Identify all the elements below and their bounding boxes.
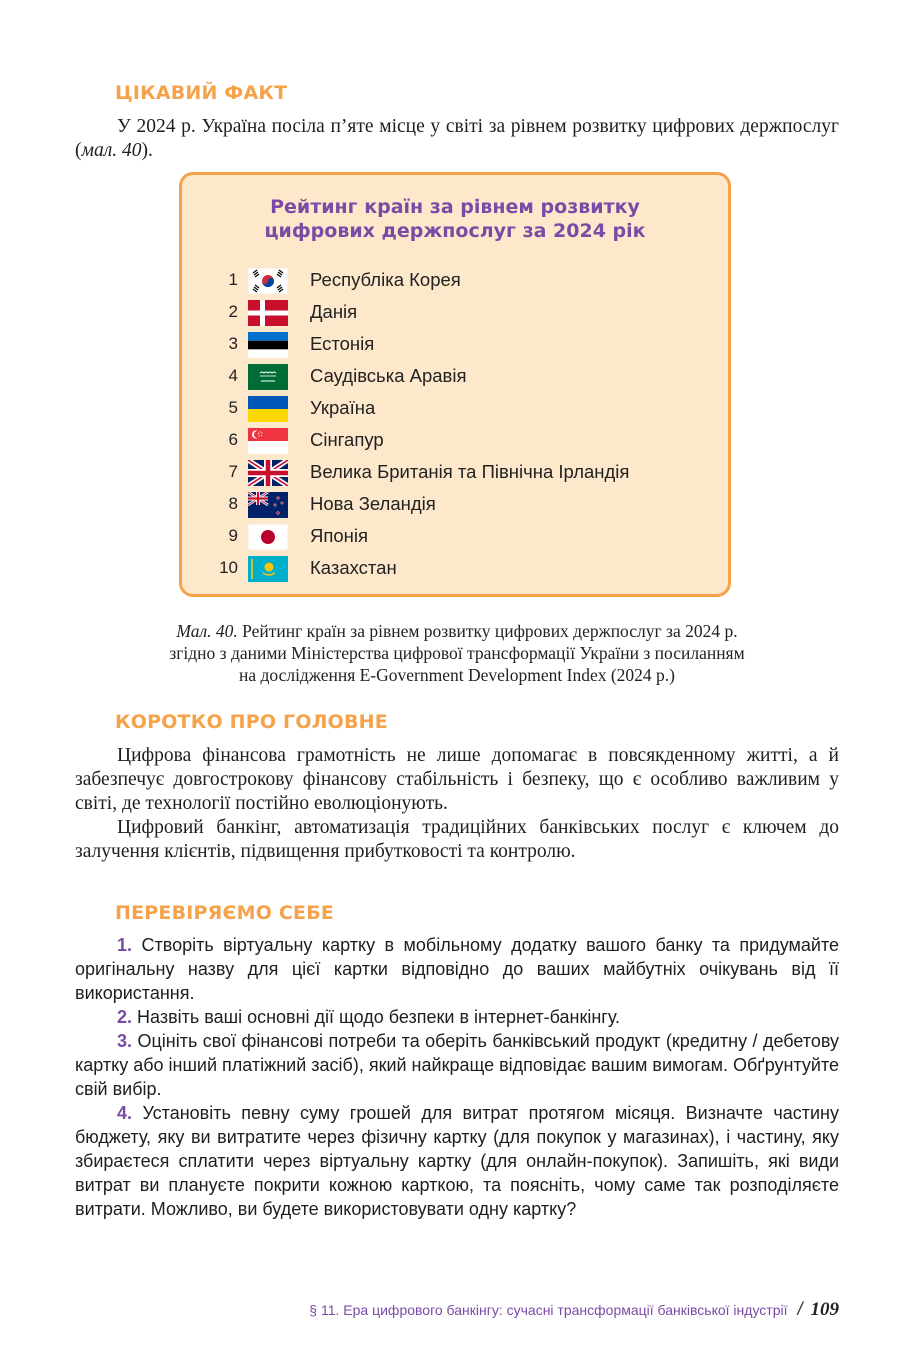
item-number: 3.	[117, 1031, 133, 1051]
country-name: Республіка Корея	[310, 269, 461, 290]
item-text: Створіть віртуальну картку в мобільному додатку вашого банку та придумайте оригінальну назву для цієї картки відповідно до ваших майбутніх очікувань від її використання.	[75, 935, 839, 1003]
rank-number: 8	[228, 494, 238, 513]
ranking-row	[218, 361, 718, 393]
ranking-row	[218, 329, 718, 361]
caption-line2: згідно з даними Міністерства цифрової трансформації України з посиланням	[169, 643, 745, 663]
country-name: Велика Британія та Північна Ірландія	[310, 461, 630, 482]
figure-reference: мал. 40	[81, 140, 142, 161]
fact-heading: ЦІКАВИЙ ФАКТ	[115, 82, 288, 104]
new-zealand-flag-icon	[248, 492, 288, 518]
country-name: Саудівська Аравія	[310, 365, 467, 386]
rank-number: 4	[228, 366, 238, 385]
rank-number: 2	[228, 302, 238, 321]
saudi-arabia-flag-icon	[248, 364, 288, 390]
check-item	[75, 1029, 839, 1101]
rank-number: 6	[228, 430, 238, 449]
item-text: Установіть певну суму грошей для витрат протягом місяця. Визначте частину бюджету, яку ви витратите через фізичну картку (для покупок у магазинах), і частину, яку збираєтеся сплатити через віртуальну картку (для онлайн-покупок). Запишіть, які види витрат ви плануєте покрити кожною карткою, та поясніть, чому саме так розподіляєте витрати. Можливо, ви будете використовувати одну картку?	[75, 1103, 839, 1219]
country-name: Казахстан	[310, 557, 397, 578]
ranking-title	[182, 195, 728, 243]
ranking-title-line1: Рейтинг країн за рівнем розвитку	[270, 196, 640, 218]
caption-line3: на дослідження E-Government Development Index (2024 р.)	[238, 665, 676, 685]
check-item	[75, 1101, 839, 1221]
fact-text-end: ).	[141, 140, 153, 161]
estonia-flag-icon	[248, 332, 288, 358]
ranking-row	[218, 521, 718, 553]
item-number: 4.	[117, 1103, 133, 1123]
rank-number: 1	[228, 270, 238, 289]
check-heading: ПЕРЕВІРЯЄМО СЕБЕ	[115, 902, 335, 924]
ranking-row	[218, 265, 718, 297]
summary-text-1: Цифрова фінансова грамотність не лише допомагає в повсякденному житті, а й забезпечує довгострокову фінансову стабільність і безпеку, що є особливо важливим у світі, де технології постійно еволюціонують.	[75, 745, 839, 814]
summary-paragraph-2	[75, 816, 839, 864]
rank-number: 9	[228, 526, 238, 545]
country-name: Японія	[310, 525, 369, 546]
south-korea-flag-icon	[248, 268, 288, 294]
item-text: Назвіть ваші основні дії щодо безпеки в інтернет-банкінгу.	[132, 1007, 621, 1027]
item-text: Оцініть свої фінансові потреби та оберіть банківський продукт (кредитну / дебетову картку або інший платіжний засіб), який найкраще відповідає вашим вимогам. Обґрунтуйте свій вибір.	[75, 1031, 839, 1099]
denmark-flag-icon	[248, 300, 288, 326]
caption-line1: Рейтинг країн за рівнем розвитку цифрових держпослуг за 2024 р.	[237, 621, 738, 641]
caption-label: Мал. 40.	[176, 621, 238, 641]
footer-section-title: § 11. Ера цифрового банкінгу: сучасні трансформації банківської індустрії	[309, 1302, 788, 1318]
country-name: Естонія	[310, 333, 375, 354]
uk-flag-icon	[248, 460, 288, 486]
ranking-row	[218, 489, 718, 521]
ranking-infographic	[179, 172, 731, 597]
country-name: Сінгапур	[310, 429, 384, 450]
page-number: 109	[810, 1299, 839, 1320]
ranking-row	[218, 297, 718, 329]
kazakhstan-flag-icon	[248, 556, 288, 582]
summary-heading: КОРОТКО ПРО ГОЛОВНЕ	[115, 711, 388, 733]
figure-caption	[75, 620, 839, 686]
item-number: 1.	[117, 935, 133, 955]
item-number: 2.	[117, 1007, 133, 1027]
fact-paragraph	[75, 115, 839, 163]
singapore-flag-icon	[248, 428, 288, 454]
ranking-row	[218, 393, 718, 425]
ranking-row	[218, 457, 718, 489]
page-footer	[309, 1299, 839, 1321]
summary-text-2: Цифровий банкінг, автоматизація традиційних банківських послуг є ключем до залучення клієнтів, підвищення прибутковості та контролю.	[75, 817, 839, 862]
japan-flag-icon	[248, 524, 288, 550]
ranking-row	[218, 553, 718, 585]
rank-number: 7	[228, 462, 238, 481]
summary-paragraph-1	[75, 744, 839, 816]
rank-number: 3	[228, 334, 238, 353]
footer-separator: /	[797, 1299, 803, 1319]
country-name: Данія	[310, 301, 358, 322]
country-name: Україна	[310, 397, 376, 418]
rank-number: 5	[228, 398, 238, 417]
fact-text: У 2024 р. Україна посіла п’яте місце у світі за рівнем розвитку цифрових держпослуг (	[75, 116, 839, 161]
ranking-row	[218, 425, 718, 457]
country-name: Нова Зеландія	[310, 493, 436, 514]
check-item	[75, 1005, 839, 1029]
ukraine-flag-icon	[248, 396, 288, 422]
ranking-title-line2: цифрових держпослуг за 2024 рік	[264, 220, 646, 242]
check-item	[75, 933, 839, 1005]
rank-number: 10	[219, 558, 238, 577]
